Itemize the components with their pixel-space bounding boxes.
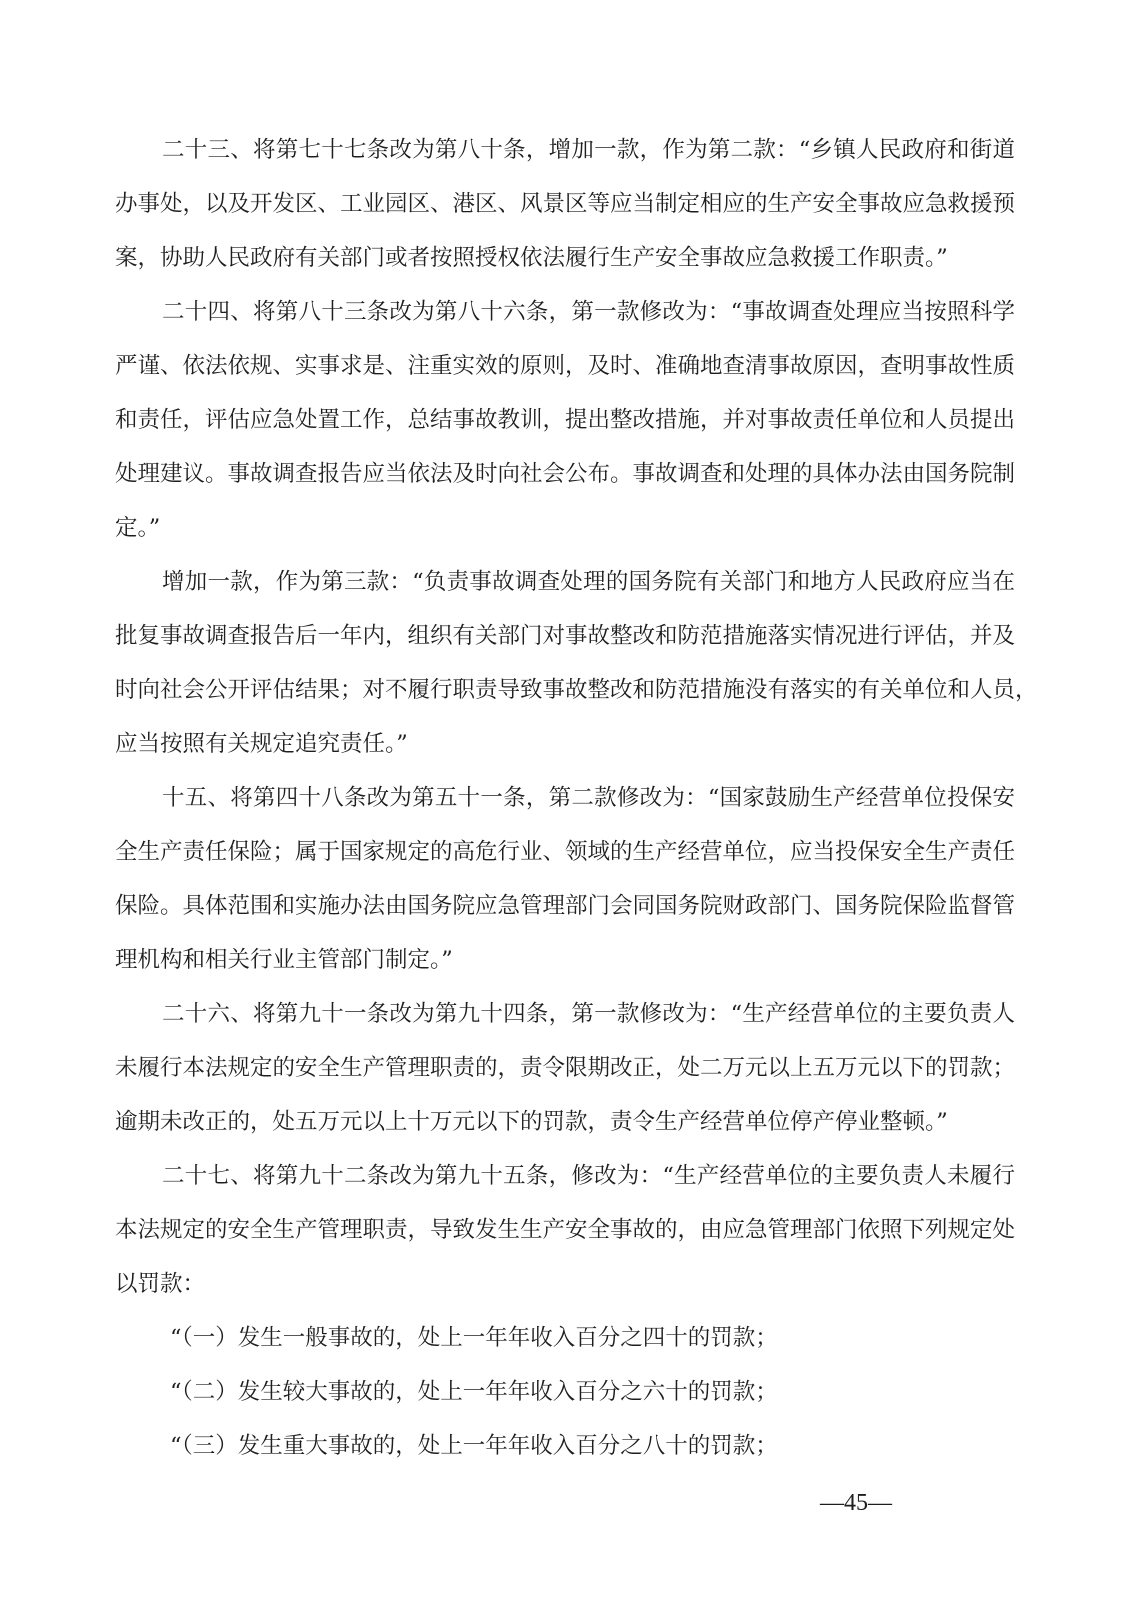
paragraph-4-line-1: 十五、将第四十八条改为第五十一条，第二款修改为：“国家鼓励生产经营单位投保安: [162, 785, 1015, 811]
paragraph-4-line-4: 理机构和相关行业主管部门制定。”: [115, 947, 453, 973]
paragraph-2-line-1: 二十四、将第八十三条改为第八十六条，第一款修改为：“事故调查处理应当按照科学: [162, 299, 1015, 325]
paragraph-6-line-3: 以罚款：: [115, 1271, 206, 1297]
paragraph-2-line-5: 定。”: [115, 515, 161, 541]
page-number: —45—: [820, 1490, 892, 1516]
paragraph-4-line-2: 全生产责任保险；属于国家规定的高危行业、领域的生产经营单位，应当投保安全生产责任: [115, 839, 1016, 865]
paragraph-5-line-1: 二十六、将第九十一条改为第九十四条，第一款修改为：“生产经营单位的主要负责人: [162, 1001, 1015, 1027]
paragraph-1-line-2: 办事处，以及开发区、工业园区、港区、风景区等应当制定相应的生产安全事故应急救援预: [115, 191, 1016, 217]
paragraph-1-line-1: 二十三、将第七十七条改为第八十条，增加一款，作为第二款：“乡镇人民政府和街道: [162, 137, 1015, 163]
paragraph-6-line-2: 本法规定的安全生产管理职责，导致发生生产安全事故的，由应急管理部门依照下列规定处: [115, 1217, 1016, 1243]
paragraph-2-line-2: 严谨、依法依规、实事求是、注重实效的原则，及时、准确地查清事故原因，查明事故性质: [115, 353, 1016, 379]
paragraph-2-line-3: 和责任，评估应急处置工作，总结事故教训，提出整改措施，并对事故责任单位和人员提出: [115, 407, 1016, 433]
list-item-3: “（三）发生重大事故的，处上一年年收入百分之八十的罚款；: [170, 1433, 778, 1459]
paragraph-1-line-3: 案，协助人民政府有关部门或者按照授权依法履行生产安全事故应急救援工作职责。”: [115, 245, 948, 271]
paragraph-3-line-2: 批复事故调查报告后一年内，组织有关部门对事故整改和防范措施落实情况进行评估，并及: [115, 623, 1016, 649]
paragraph-5-line-2: 未履行本法规定的安全生产管理职责的，责令限期改正，处二万元以上五万元以下的罚款；: [115, 1055, 1016, 1081]
paragraph-3-line-1: 增加一款，作为第三款：“负责事故调查处理的国务院有关部门和地方人民政府应当在: [162, 569, 1015, 595]
paragraph-2-line-4: 处理建议。事故调查报告应当依法及时向社会公布。事故调查和处理的具体办法由国务院制: [115, 461, 1016, 487]
paragraph-4-line-3: 保险。具体范围和实施办法由国务院应急管理部门会同国务院财政部门、国务院保险监督管: [115, 893, 1016, 919]
list-item-2: “（二）发生较大事故的，处上一年年收入百分之六十的罚款；: [170, 1379, 778, 1405]
paragraph-3-line-4: 应当按照有关规定追究责任。”: [115, 731, 408, 757]
paragraph-3-line-3: 时向社会公开评估结果；对不履行职责导致事故整改和防范措施没有落实的有关单位和人员，: [115, 677, 1038, 703]
paragraph-6-line-1: 二十七、将第九十二条改为第九十五条，修改为：“生产经营单位的主要负责人未履行: [162, 1163, 1015, 1189]
list-item-1: “（一）发生一般事故的，处上一年年收入百分之四十的罚款；: [170, 1325, 778, 1351]
paragraph-5-line-3: 逾期未改正的，处五万元以上十万元以下的罚款，责令生产经营单位停产停业整顿。”: [115, 1109, 948, 1135]
